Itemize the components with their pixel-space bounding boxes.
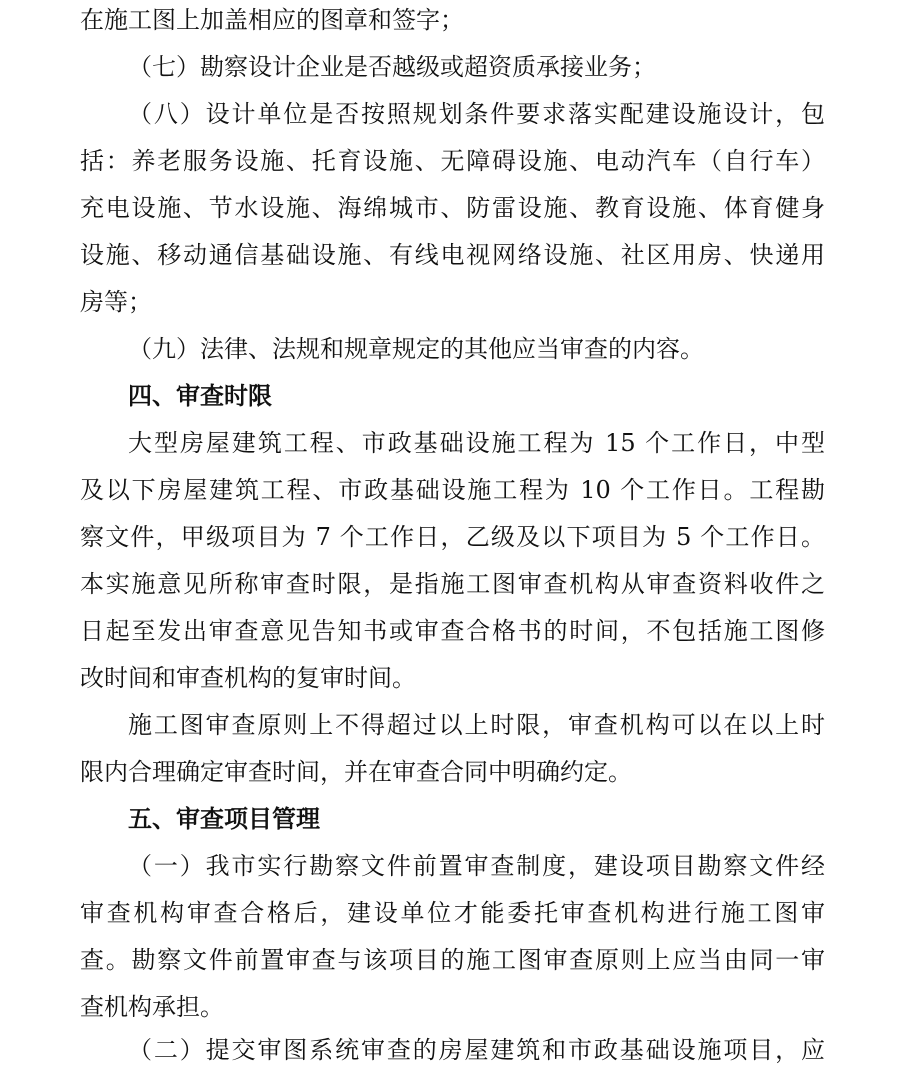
text-line: （二）提交审图系统审查的房屋建筑和市政基础设施项目，应 [128,1036,825,1064]
text-line: 限内合理确定审查时间，并在审查合同中明确约定。 [80,758,632,786]
text-line: 及以下房屋建筑工程、市政基础设施工程为 10 个工作日。工程勘 [80,476,825,504]
text-line: 审查机构审查合格后，建设单位才能委托审查机构进行施工图审 [80,899,825,927]
text-line: 设施、移动通信基础设施、有线电视网络设施、社区用房、快递用 [80,241,825,269]
text-line: 施工图审查原则上不得超过以上时限，审查机构可以在以上时 [128,711,825,739]
text-line: 查。勘察文件前置审查与该项目的施工图审查原则上应当由同一审 [80,946,825,974]
section-heading: 五、审查项目管理 [128,805,320,833]
text-line: （九）法律、法规和规章规定的其他应当审查的内容。 [128,335,704,363]
text-line: 查机构承担。 [80,993,224,1021]
text-line: 充电设施、节水设施、海绵城市、防雷设施、教育设施、体育健身 [80,194,825,222]
text-line: （一）我市实行勘察文件前置审查制度，建设项目勘察文件经 [128,852,825,880]
text-line: 在施工图上加盖相应的图章和签字； [80,6,464,34]
text-line: 括：养老服务设施、托育设施、无障碍设施、电动汽车（自行车） [80,147,825,175]
text-line: （八）设计单位是否按照规划条件要求落实配建设施设计，包 [128,100,825,128]
text-line: 察文件，甲级项目为 7 个工作日，乙级及以下项目为 5 个工作日。 [80,523,825,551]
text-line: 大型房屋建筑工程、市政基础设施工程为 15 个工作日，中型 [128,429,825,457]
text-line: 改时间和审查机构的复审时间。 [80,664,416,692]
text-line: 房等； [80,288,152,316]
text-line: 日起至发出审查意见告知书或审查合格书的时间，不包括施工图修 [80,617,825,645]
text-line: （七）勘察设计企业是否越级或超资质承接业务； [128,53,656,81]
section-heading: 四、审查时限 [128,382,272,410]
text-line: 本实施意见所称审查时限，是指施工图审查机构从审查资料收件之 [80,570,825,598]
